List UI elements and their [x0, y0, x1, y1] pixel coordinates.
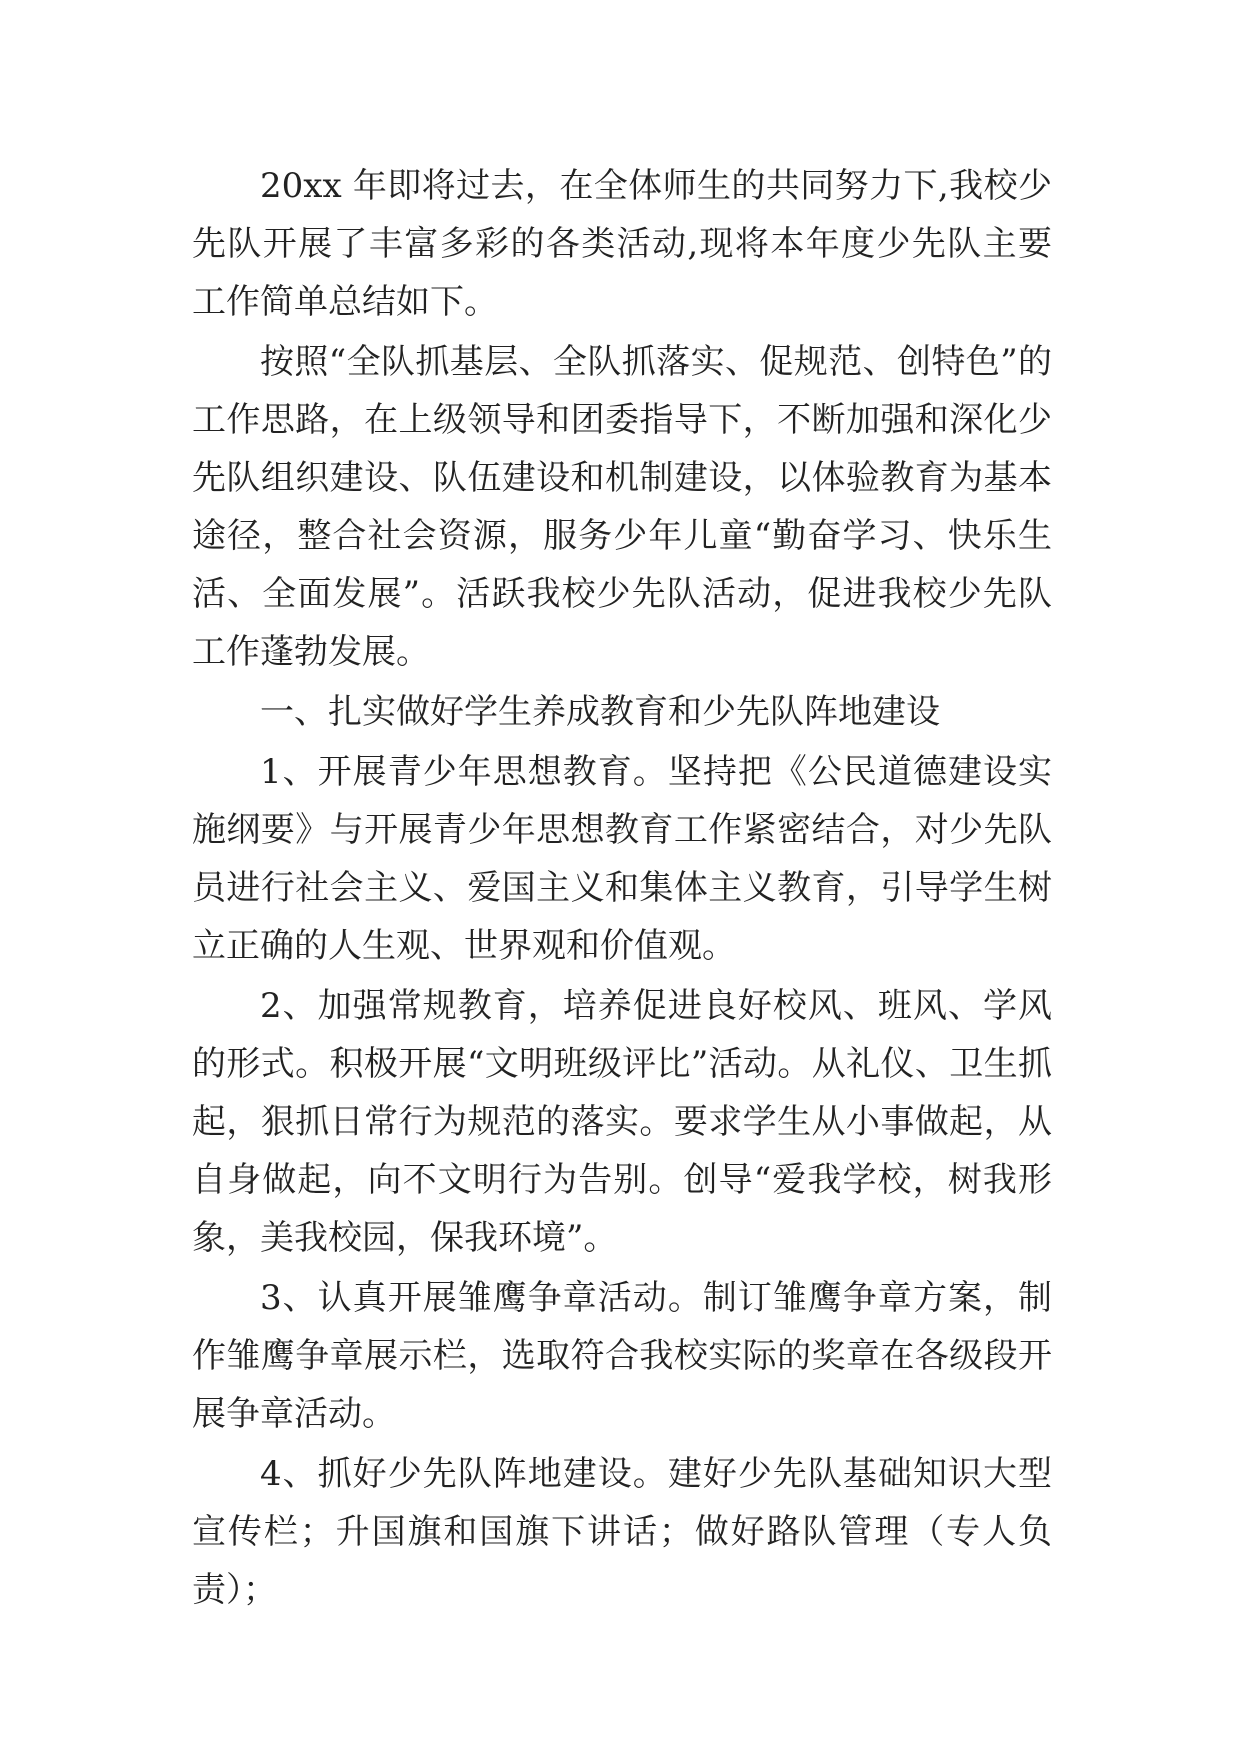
work-approach-paragraph: 按照“全队抓基层、全队抓落实、促规范、创特色”的工作思路，在上级领导和团委指导下，不断加强和深化少先队组织建设、队伍建设和机制建设，以体验教育为基本途径，整合社会资源，服务少年儿童“勤奋学习、快乐生活、全面发展”。活跃我校少先队活动，促进我校少先队工作蓬勃发展。: [192, 342, 1052, 672]
section-heading: 一、扎实做好学生养成教育和少先队阵地建设: [260, 692, 940, 732]
intro-paragraph: 20xx 年即将过去，在全体师生的共同努力下,我校少先队开展了丰富多彩的各类活动,现将本年度少先队主要工作简单总结如下。: [192, 166, 1052, 322]
item-2-paragraph: 2、加强常规教育，培养促进良好校风、班风、学风的形式。积极开展“文明班级评比”活动。从礼仪、卫生抓起，狠抓日常行为规范的落实。要求学生从小事做起，从自身做起，向不文明行为告别。创导“爱我学校，树我形象，美我校园，保我环境”。: [192, 986, 1052, 1258]
item-3-paragraph: 3、认真开展雏鹰争章活动。制订雏鹰争章方案，制作雏鹰争章展示栏，选取符合我校实际的奖章在各级段开展争章活动。: [192, 1278, 1052, 1434]
item-4-paragraph: 4、抓好少先队阵地建设。建好少先队基础知识大型宣传栏；升国旗和国旗下讲话；做好路队管理（专人负责）；: [192, 1454, 1052, 1610]
document-body: [192, 157, 1052, 1621]
item-1-paragraph: 1、开展青少年思想教育。坚持把《公民道德建设实施纲要》与开展青少年思想教育工作紧密结合，对少先队员进行社会主义、爱国主义和集体主义教育，引导学生树立正确的人生观、世界观和价值观。: [192, 752, 1052, 966]
